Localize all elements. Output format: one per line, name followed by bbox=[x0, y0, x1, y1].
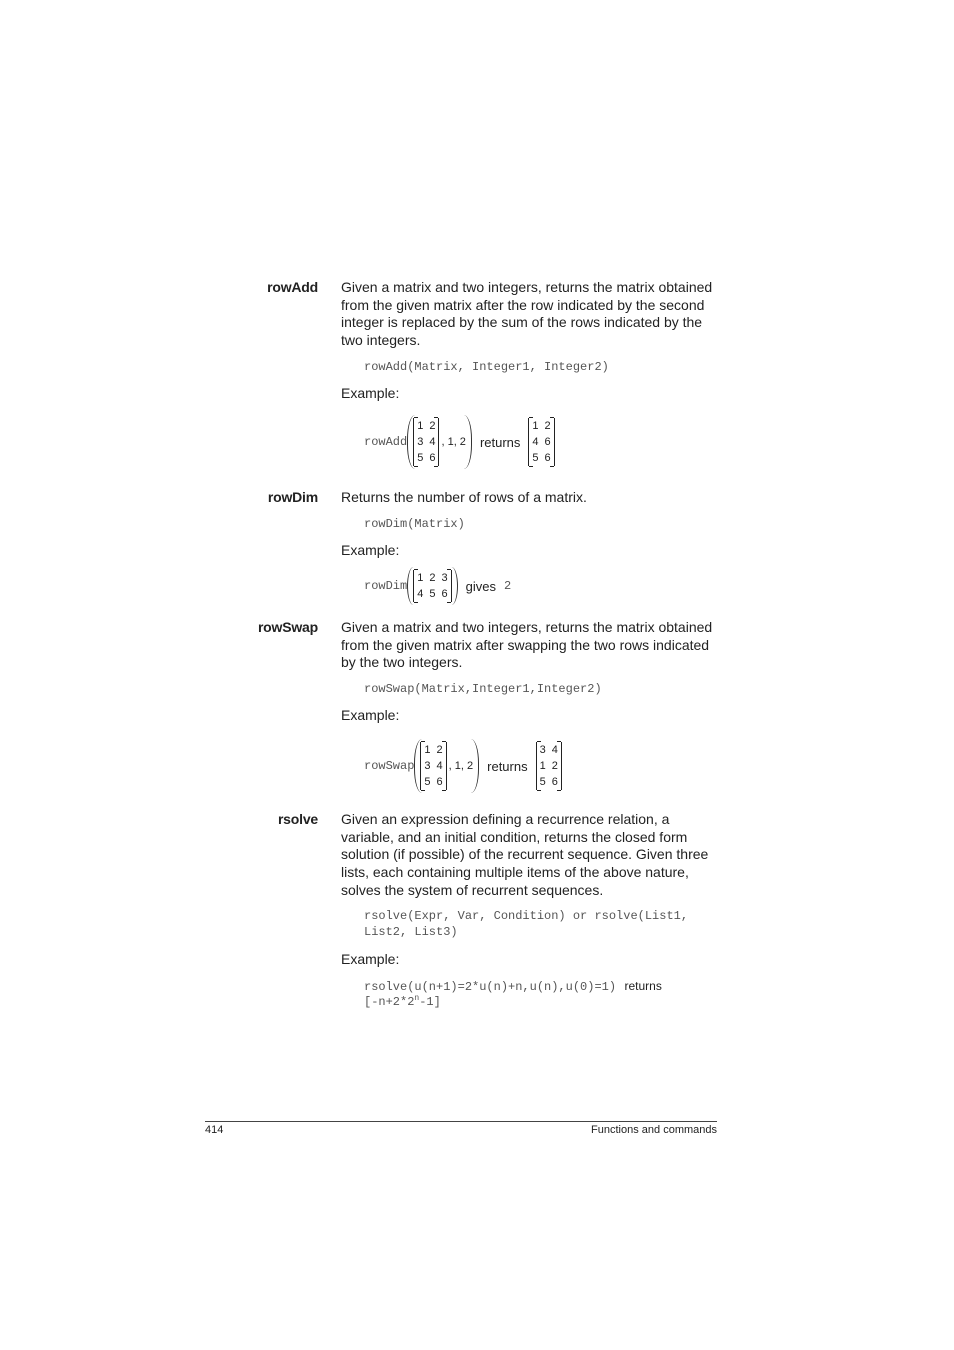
result-matrix bbox=[536, 742, 562, 790]
input-matrix bbox=[413, 570, 451, 602]
example-result: 2 bbox=[503, 579, 512, 593]
matrix-cell: 2 bbox=[429, 572, 436, 584]
example-expression bbox=[364, 415, 555, 469]
term-heading: rsolve bbox=[277, 811, 318, 827]
matrix-cell: 5 bbox=[424, 776, 431, 788]
section-title: Functions and commands bbox=[591, 1124, 717, 1136]
matrix-cell: 6 bbox=[436, 776, 443, 788]
term-heading: rowSwap bbox=[257, 619, 318, 635]
matrix-cell: 2 bbox=[551, 760, 558, 772]
matrix-cell: 5 bbox=[429, 588, 436, 600]
matrix-cell: 1 bbox=[417, 572, 424, 584]
matrix-cell: 3 bbox=[539, 744, 546, 756]
matrix-cell: 4 bbox=[436, 760, 443, 772]
matrix-cell: 5 bbox=[539, 776, 546, 788]
page-number: 414 bbox=[205, 1124, 224, 1136]
example-connector: returns bbox=[487, 758, 528, 774]
matrix-cell: 6 bbox=[544, 452, 551, 464]
example-label: Example: bbox=[341, 951, 400, 967]
matrix-cell: 4 bbox=[429, 436, 436, 448]
result-exponent: n bbox=[414, 994, 420, 1003]
example-connector: gives bbox=[465, 578, 496, 594]
example-expression bbox=[364, 567, 511, 605]
example-expression bbox=[364, 977, 662, 995]
term-heading: rowAdd bbox=[267, 279, 318, 295]
matrix-cell: 6 bbox=[441, 588, 448, 600]
matrix-cell: 3 bbox=[424, 760, 431, 772]
matrix-cell: 2 bbox=[436, 744, 443, 756]
result-matrix bbox=[528, 418, 554, 466]
example-command: rowSwap bbox=[364, 759, 415, 773]
matrix-cell: 6 bbox=[551, 776, 558, 788]
matrix-cell: 1 bbox=[532, 420, 539, 432]
matrix-cell: 2 bbox=[544, 420, 551, 432]
matrix-cell: 6 bbox=[544, 436, 551, 448]
example-connector: returns bbox=[624, 979, 662, 993]
example-connector: returns bbox=[479, 434, 521, 450]
result-suffix: -1] bbox=[419, 995, 441, 1009]
matrix-cell: 1 bbox=[424, 744, 431, 756]
input-matrix bbox=[420, 742, 446, 790]
syntax-line: rowAdd(Matrix, Integer1, Integer2) bbox=[364, 360, 609, 374]
matrix-cell: 3 bbox=[441, 572, 448, 584]
syntax-line: rowDim(Matrix) bbox=[364, 517, 465, 531]
matrix-cell: 5 bbox=[417, 452, 424, 464]
matrix-cell: 1 bbox=[417, 420, 424, 432]
example-expression bbox=[364, 739, 562, 793]
matrix-cell: 4 bbox=[532, 436, 539, 448]
matrix-cell: 2 bbox=[429, 420, 436, 432]
example-command: rowDim bbox=[364, 579, 408, 593]
matrix-cell: 5 bbox=[532, 452, 539, 464]
footer-divider bbox=[205, 1121, 717, 1122]
syntax-line: rowSwap(Matrix,Integer1,Integer2) bbox=[364, 682, 602, 696]
term-description: Given an expression defining a recurrence relation, a variable, and an initial condition, returns the closed form solution (if possible) of the recurrent sequence. Given three lists, each containing multiple items of the above nature, solves the system of recurrent sequences. bbox=[341, 811, 709, 898]
syntax-line-2: List2, List3) bbox=[364, 925, 458, 939]
example-result bbox=[364, 994, 441, 1009]
example-label: Example: bbox=[341, 707, 400, 723]
matrix-cell: 3 bbox=[417, 436, 424, 448]
example-command: rowAdd bbox=[364, 435, 408, 449]
example-label: Example: bbox=[341, 542, 400, 558]
argument-parens bbox=[407, 415, 472, 469]
matrix-cell: 4 bbox=[551, 744, 558, 756]
example-args: , 1, 2 bbox=[441, 436, 466, 448]
term-description: Given a matrix and two integers, returns the matrix obtained from the given matrix after swapping the two rows indicated by the two integers. bbox=[341, 619, 713, 671]
matrix-cell: 4 bbox=[417, 588, 424, 600]
example-command: rsolve(u(n+1)=2*u(n)+n,u(n),u(0)=1) bbox=[364, 980, 617, 994]
term-description: Given a matrix and two integers, returns the matrix obtained from the given matrix after the row indicated by the second integer is replaced by the sum of the rows indicated by the two integers. bbox=[341, 279, 713, 349]
argument-parens bbox=[407, 567, 457, 605]
term-description: Returns the number of rows of a matrix. bbox=[341, 489, 587, 505]
result-prefix: [-n+2*2 bbox=[364, 995, 415, 1009]
syntax-line-1: rsolve(Expr, Var, Condition) or rsolve(List1, bbox=[364, 909, 689, 923]
example-label: Example: bbox=[341, 385, 400, 401]
matrix-cell: 1 bbox=[539, 760, 546, 772]
example-args: , 1, 2 bbox=[448, 760, 474, 772]
argument-parens bbox=[414, 739, 479, 793]
input-matrix bbox=[413, 418, 439, 466]
matrix-cell: 6 bbox=[429, 452, 436, 464]
term-heading: rowDim bbox=[267, 489, 318, 505]
